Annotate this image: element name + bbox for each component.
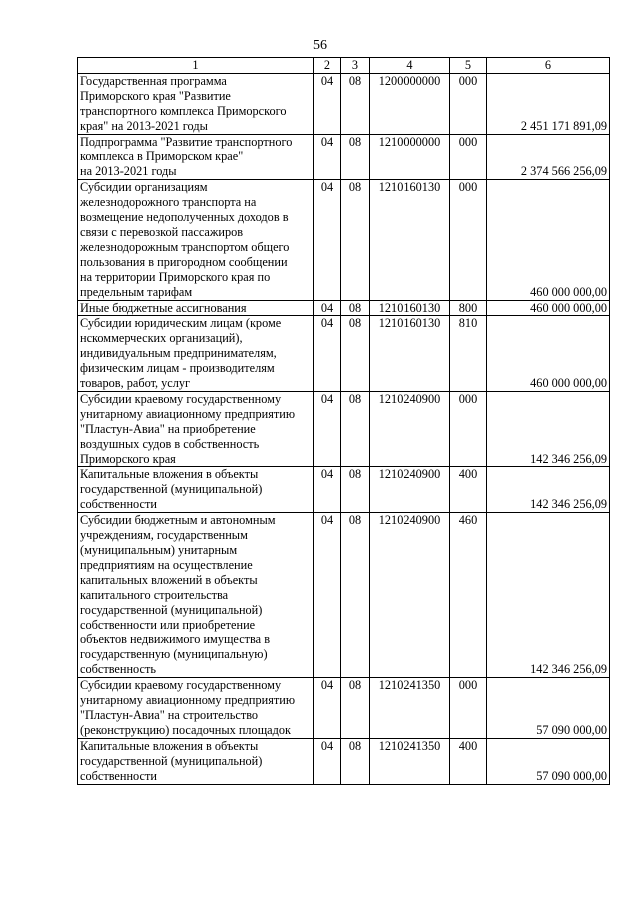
section-code-cell: 04 — [314, 300, 341, 316]
amount-cell: 460 000 000,00 — [487, 300, 610, 316]
section-code-cell: 04 — [314, 678, 341, 739]
description-line: Субсидии краевому государственному — [80, 391, 282, 406]
table-row — [78, 316, 610, 392]
description-cell — [78, 467, 314, 513]
description-line: унитарному авиационному предприятию — [80, 693, 296, 708]
target-code-cell: 1210160130 — [370, 316, 450, 392]
description-line: железнодорожным транспортом общего — [80, 239, 290, 254]
amount-cell: 57 090 000,00 — [487, 738, 610, 784]
description-line: Субсидии краевому государственному — [80, 678, 282, 693]
section-code-cell: 04 — [314, 513, 341, 678]
description-line: Субсидии юридическим лицам (кроме — [80, 316, 282, 331]
description-line: Приморского края "Развитие — [80, 88, 231, 103]
description-cell — [78, 513, 314, 678]
table-row — [78, 391, 610, 467]
expense-type-code-cell: 000 — [450, 180, 487, 300]
target-code-cell: 1210241350 — [370, 678, 450, 739]
description-line: государственную (муниципальную) — [80, 647, 268, 662]
target-code-cell: 1210240900 — [370, 513, 450, 678]
description-line: "Пластун-Авиа" на строительство — [80, 707, 259, 722]
target-code-cell: 1210240900 — [370, 467, 450, 513]
subsection-code-cell: 08 — [341, 134, 370, 180]
expense-type-code-cell: 000 — [450, 134, 487, 180]
subsection-code-cell: 08 — [341, 180, 370, 300]
description-line: возмещение недополученных доходов в — [80, 210, 289, 225]
description-line: государственной (муниципальной) — [80, 602, 263, 617]
page-number: 56 — [313, 38, 327, 53]
table-row — [78, 73, 610, 134]
amount-cell: 460 000 000,00 — [487, 316, 610, 392]
table-row — [78, 134, 610, 180]
subsection-code-cell: 08 — [341, 300, 370, 316]
description-cell — [78, 391, 314, 467]
description-line: Капитальные вложения в объекты — [80, 467, 259, 482]
subsection-code-cell: 08 — [341, 678, 370, 739]
section-code-cell: 04 — [314, 73, 341, 134]
description-line: транспортного комплекса Приморского — [80, 103, 287, 118]
table-row — [78, 180, 610, 300]
table-row — [78, 513, 610, 678]
subsection-code-cell: 08 — [341, 467, 370, 513]
expense-type-code-cell: 000 — [450, 678, 487, 739]
description-line: на 2013-2021 годы — [80, 164, 177, 179]
description-line: объектов недвижимого имущества в — [80, 632, 271, 647]
section-code-cell: 04 — [314, 738, 341, 784]
description-line: индивидуальным предпринимателям, — [80, 346, 277, 361]
description-line: капитальных вложений в объекты — [80, 572, 258, 587]
description-line: товаров, работ, услуг — [80, 376, 191, 391]
amount-cell: 2 374 566 256,09 — [487, 134, 610, 180]
description-line: государственной (муниципальной) — [80, 753, 263, 768]
table-header — [78, 58, 610, 74]
header-col-4: 4 — [370, 58, 450, 74]
target-code-cell: 1210160130 — [370, 180, 450, 300]
table-row — [78, 678, 610, 739]
description-line: Капитальные вложения в объекты — [80, 738, 259, 753]
table-row — [78, 467, 610, 513]
expense-type-code-cell: 460 — [450, 513, 487, 678]
description-line: на территории Приморского края по — [80, 269, 271, 284]
header-row — [78, 58, 610, 74]
expense-type-code-cell: 000 — [450, 391, 487, 467]
description-line: собственности или приобретение — [80, 617, 256, 632]
budget-table — [77, 57, 610, 785]
description-line: нскоммерческих организаций), — [80, 331, 243, 346]
description-cell — [78, 73, 314, 134]
description-line: связи с перевозкой пассажиров — [80, 224, 244, 239]
target-code-cell: 1200000000 — [370, 73, 450, 134]
description-line: собственность — [80, 662, 156, 677]
description-line: собственности — [80, 768, 157, 783]
section-code-cell: 04 — [314, 134, 341, 180]
description-line: собственности — [80, 497, 157, 512]
amount-cell: 142 346 256,09 — [487, 467, 610, 513]
subsection-code-cell: 08 — [341, 73, 370, 134]
description-line: государственной (муниципальной) — [80, 482, 263, 497]
target-code-cell: 1210160130 — [370, 300, 450, 316]
budget-table-body — [78, 73, 610, 784]
description-line: капитального строительства — [80, 587, 229, 602]
subsection-code-cell: 08 — [341, 316, 370, 392]
description-line: края" на 2013-2021 годы — [80, 118, 208, 133]
description-cell — [78, 180, 314, 300]
description-line: Субсидии организациям — [80, 180, 208, 195]
description-cell — [78, 678, 314, 739]
amount-cell: 142 346 256,09 — [487, 391, 610, 467]
expense-type-code-cell: 400 — [450, 467, 487, 513]
description-line: воздушных судов в собственность — [80, 436, 260, 451]
subsection-code-cell: 08 — [341, 391, 370, 467]
amount-cell: 460 000 000,00 — [487, 180, 610, 300]
expense-type-code-cell: 810 — [450, 316, 487, 392]
description-cell — [78, 316, 314, 392]
description-line: комплекса в Приморском крае" — [80, 149, 244, 164]
expense-type-code-cell: 800 — [450, 300, 487, 316]
subsection-code-cell: 08 — [341, 513, 370, 678]
header-col-3: 3 — [341, 58, 370, 74]
section-code-cell: 04 — [314, 316, 341, 392]
expense-type-code-cell: 400 — [450, 738, 487, 784]
section-code-cell: 04 — [314, 467, 341, 513]
amount-cell: 142 346 256,09 — [487, 513, 610, 678]
header-col-1: 1 — [78, 58, 314, 74]
table-row — [78, 738, 610, 784]
description-line: унитарному авиационному предприятию — [80, 406, 296, 421]
expense-type-code-cell: 000 — [450, 73, 487, 134]
description-line: (муниципальным) унитарным — [80, 543, 238, 557]
header-col-5: 5 — [450, 58, 487, 74]
header-col-2: 2 — [314, 58, 341, 74]
description-cell — [78, 134, 314, 180]
description-line: "Пластун-Авиа" на приобретение — [80, 421, 256, 436]
section-code-cell: 04 — [314, 180, 341, 300]
description-line: железнодорожного транспорта на — [80, 195, 257, 210]
subsection-code-cell: 08 — [341, 738, 370, 784]
header-col-6: 6 — [487, 58, 610, 74]
amount-cell: 2 451 171 891,09 — [487, 73, 610, 134]
description-line: Подпрограмма "Развитие транспортного — [80, 134, 293, 149]
description-cell — [78, 738, 314, 784]
table-row — [78, 300, 610, 316]
description-cell — [78, 300, 314, 316]
description-line: Субсидии бюджетным и автономным — [80, 513, 276, 528]
description-line: пользования в пригородном сообщении — [80, 254, 288, 269]
section-code-cell: 04 — [314, 391, 341, 467]
target-code-cell: 1210241350 — [370, 738, 450, 784]
description-line: учреждениям, государственным — [80, 528, 248, 543]
description-line: Иные бюджетные ассигнования — [80, 300, 247, 315]
description-line: (реконструкцию) посадочных площадок — [80, 722, 291, 737]
description-line: физическим лицам - производителям — [80, 361, 275, 376]
description-line: Государственная программа — [80, 73, 227, 88]
target-code-cell: 1210240900 — [370, 391, 450, 467]
description-line: предельным тарифам — [80, 284, 193, 299]
description-line: предприятиям на осуществление — [80, 557, 253, 572]
amount-cell: 57 090 000,00 — [487, 678, 610, 739]
description-line: Приморского края — [80, 451, 176, 466]
target-code-cell: 1210000000 — [370, 134, 450, 180]
